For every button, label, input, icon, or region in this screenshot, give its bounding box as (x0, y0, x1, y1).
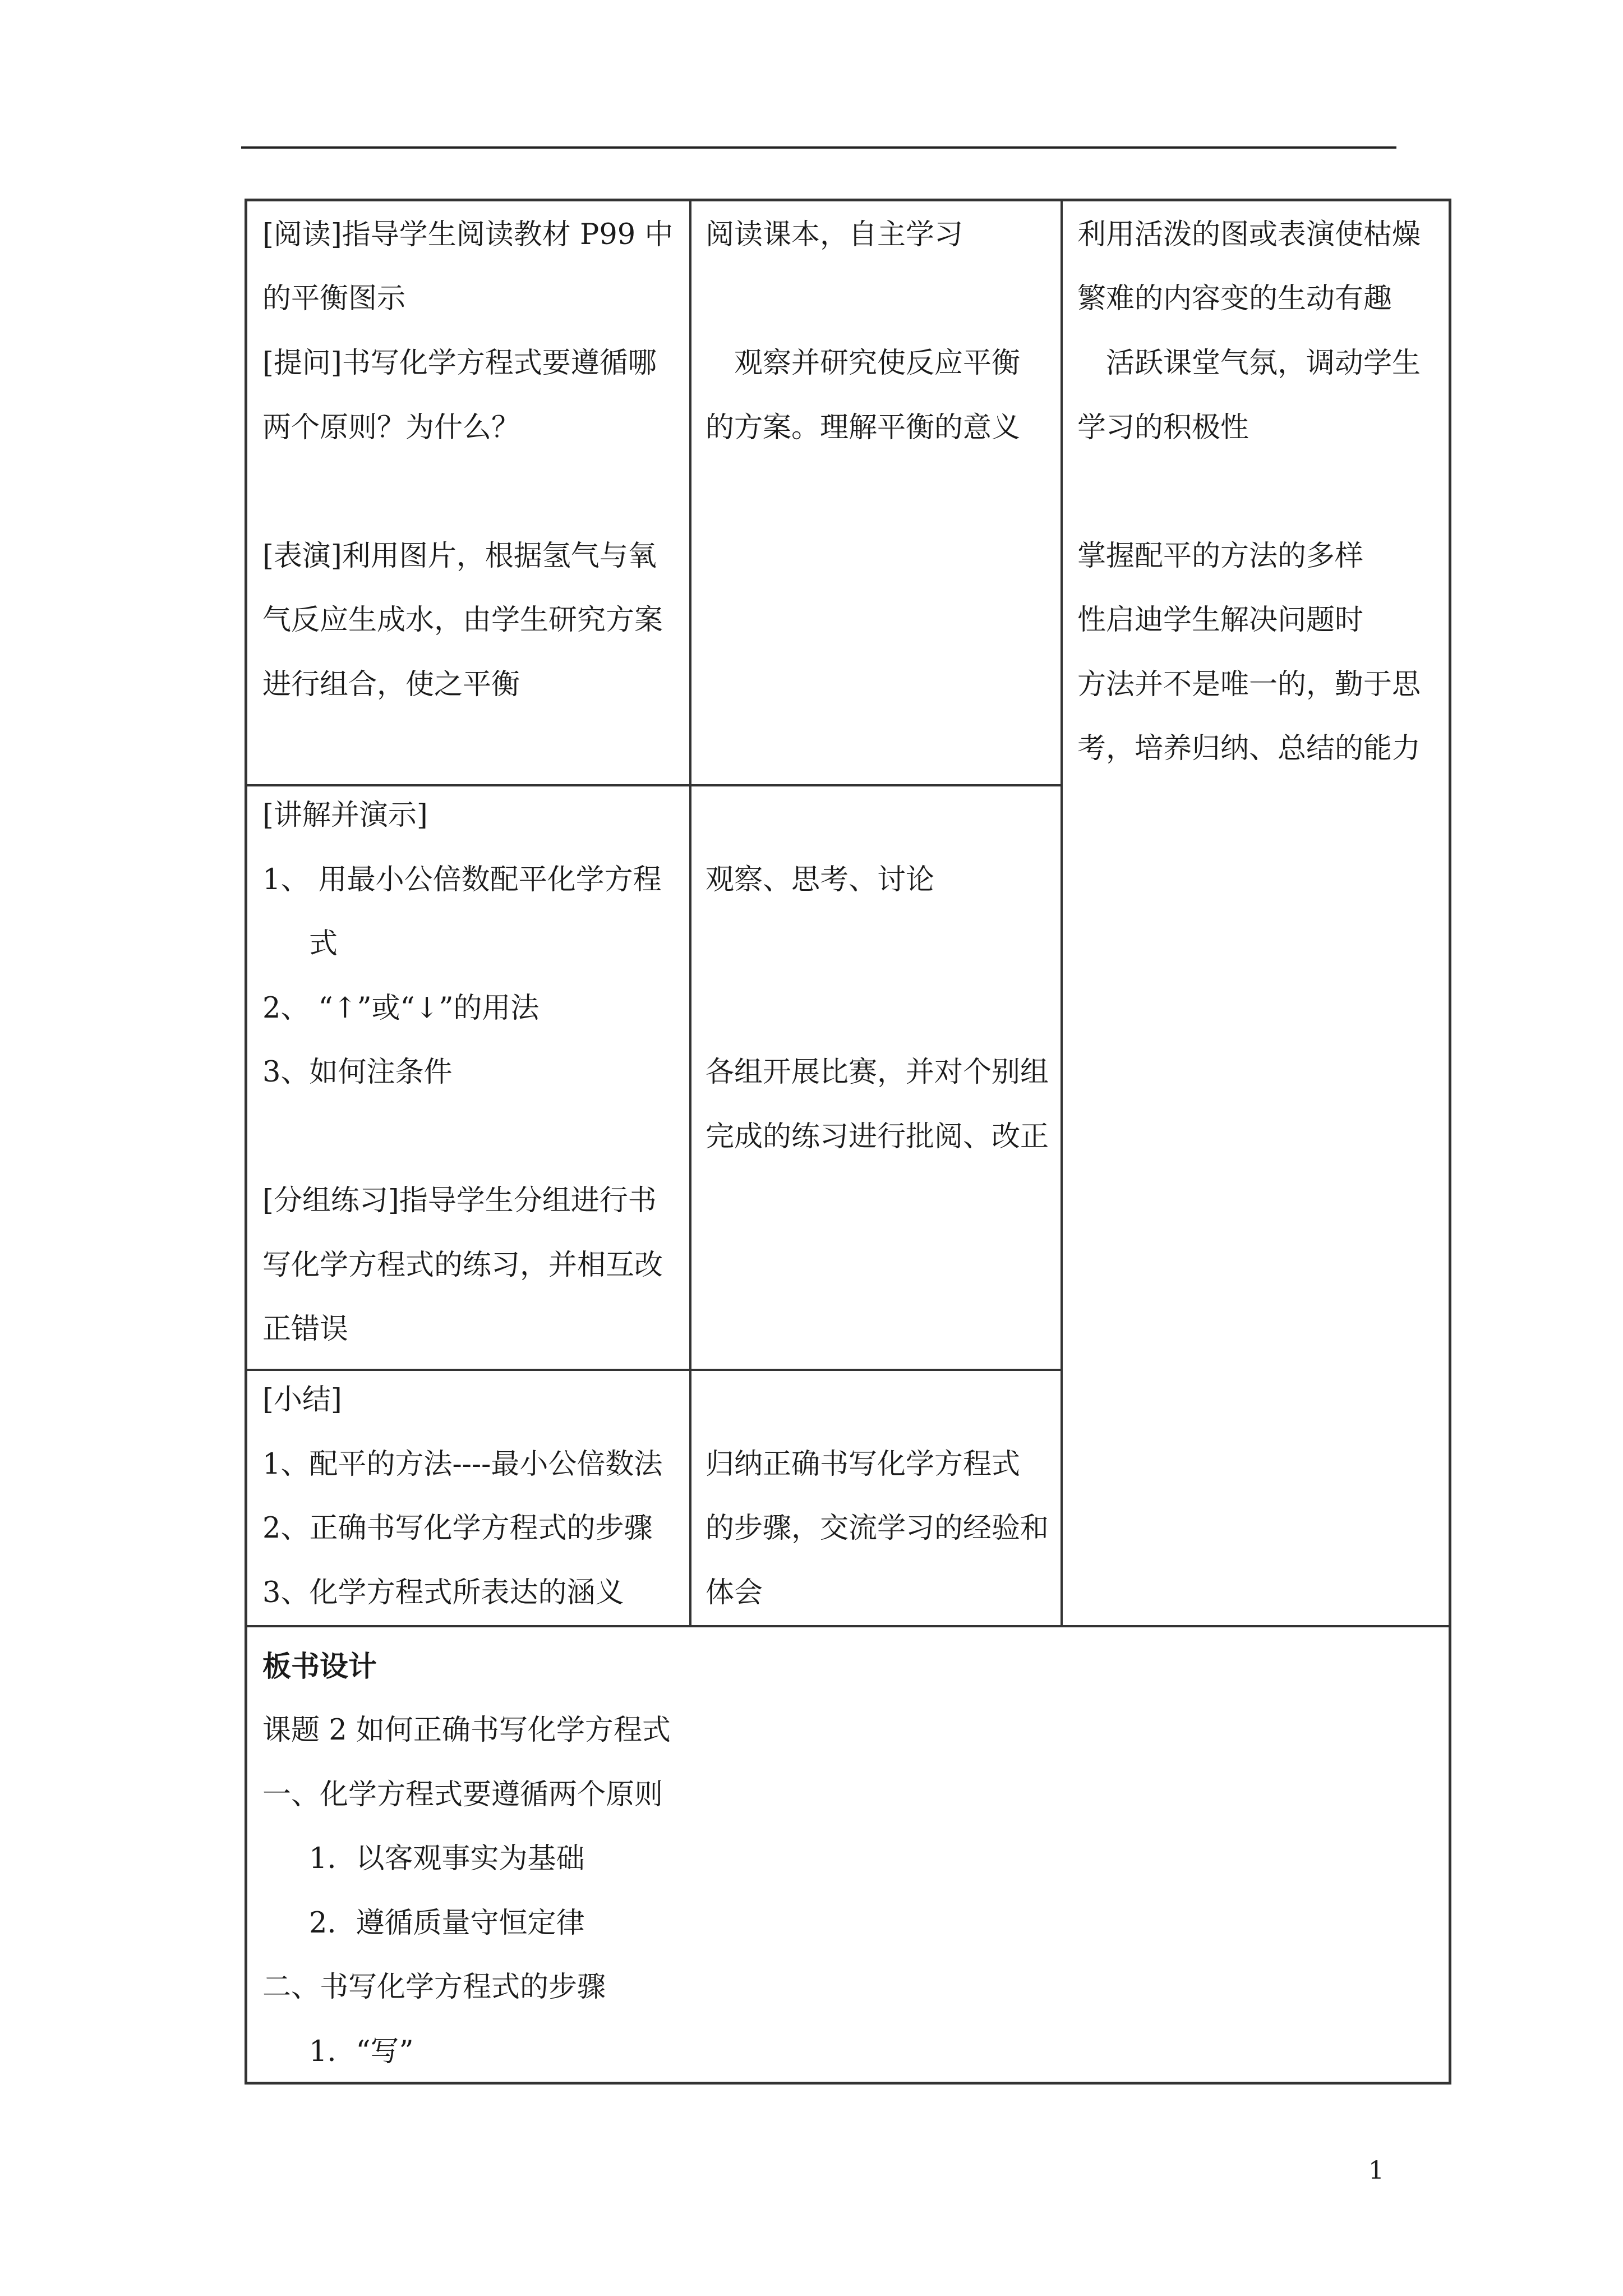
board-line: 课题 2 如何正确书写化学方程式 (262, 1714, 671, 1747)
student-activity-cell-2 (691, 786, 1061, 1369)
text-line: 完成的练习进行批阅、改正 (706, 1120, 1049, 1153)
text-line: [阅读]指导学生阅读教材 P99 中 (262, 218, 674, 251)
text-line: 各组开展比赛，并对个别组 (706, 1056, 1049, 1089)
board-line: 2．遵循质量守恒定律 (309, 1907, 585, 1940)
text-line: 气反应生成水，由学生研究方案 (262, 604, 663, 637)
page-number: 1 (1368, 2156, 1384, 2185)
board-line: 一、化学方程式要遵循两个原则 (262, 1778, 663, 1811)
text-line: 活跃课堂气氛，调动学生 (1106, 347, 1421, 380)
text-line: 3、如何注条件 (262, 1056, 453, 1089)
text-line: [分组练习]指导学生分组进行书 (262, 1184, 657, 1217)
text-line: 的平衡图示 (262, 282, 406, 315)
header-rule (241, 146, 1396, 149)
design-intent-cell (1063, 201, 1449, 1625)
text-line: 的方案。理解平衡的意义 (706, 411, 1021, 444)
text-line: 归纳正确书写化学方程式 (706, 1448, 1021, 1481)
text-line: [提问]书写化学方程式要遵循哪 (262, 347, 657, 380)
text-line: 写化学方程式的练习，并相互改 (262, 1249, 663, 1282)
teacher-activity-cell-2 (247, 786, 689, 1369)
board-line: 1．以客观事实为基础 (309, 1842, 585, 1875)
text-line: 进行组合，使之平衡 (262, 668, 520, 701)
text-line: 体会 (706, 1576, 763, 1609)
board-line: 1．“写” (309, 2035, 414, 2068)
text-line: 阅读课本，自主学习 (706, 218, 963, 251)
text-line: [讲解并演示] (262, 799, 428, 832)
text-line: 2、 “↑”或“↓”的用法 (262, 992, 540, 1025)
text-line: 繁难的内容变的生动有趣 (1077, 282, 1393, 315)
text-line: 式 (309, 927, 338, 960)
text-line: 考，培养归纳、总结的能力 (1077, 732, 1421, 765)
text-line: 1、 用最小公倍数配平化学方程 (262, 863, 662, 896)
text-line: 掌握配平的方法的多样 (1077, 540, 1364, 573)
text-line: 2、正确书写化学方程式的步骤 (262, 1512, 653, 1545)
text-line: 学习的积极性 (1077, 411, 1249, 444)
board-line: 二、书写化学方程式的步骤 (262, 1971, 606, 2004)
text-line: 3、化学方程式所表达的涵义 (262, 1576, 624, 1609)
board-design-heading: 板书设计 (262, 1650, 377, 1683)
text-line: 利用活泼的图或表演使枯燥 (1077, 218, 1421, 251)
text-line: 观察并研究使反应平衡 (734, 347, 1021, 380)
text-line: 方法并不是唯一的，勤于思 (1077, 668, 1421, 701)
teacher-activity-cell-1 (247, 201, 689, 784)
text-line: 的步骤，交流学习的经验和 (706, 1512, 1049, 1545)
student-activity-cell-3 (691, 1371, 1061, 1625)
board-design-cell (247, 1627, 1449, 2082)
text-line: 正错误 (262, 1313, 349, 1346)
text-line: 1、配平的方法----最小公倍数法 (262, 1448, 663, 1481)
text-line: [表演]利用图片，根据氢气与氧 (262, 540, 657, 573)
text-line: 性启迪学生解决问题时 (1077, 604, 1364, 637)
text-line: [小结] (262, 1383, 342, 1416)
text-line: 两个原则？为什么？ (262, 411, 520, 444)
student-activity-cell-1 (691, 201, 1061, 784)
lesson-plan-table (245, 199, 1451, 2085)
text-line: 观察、思考、讨论 (706, 863, 935, 896)
teacher-activity-cell-3 (247, 1371, 689, 1625)
